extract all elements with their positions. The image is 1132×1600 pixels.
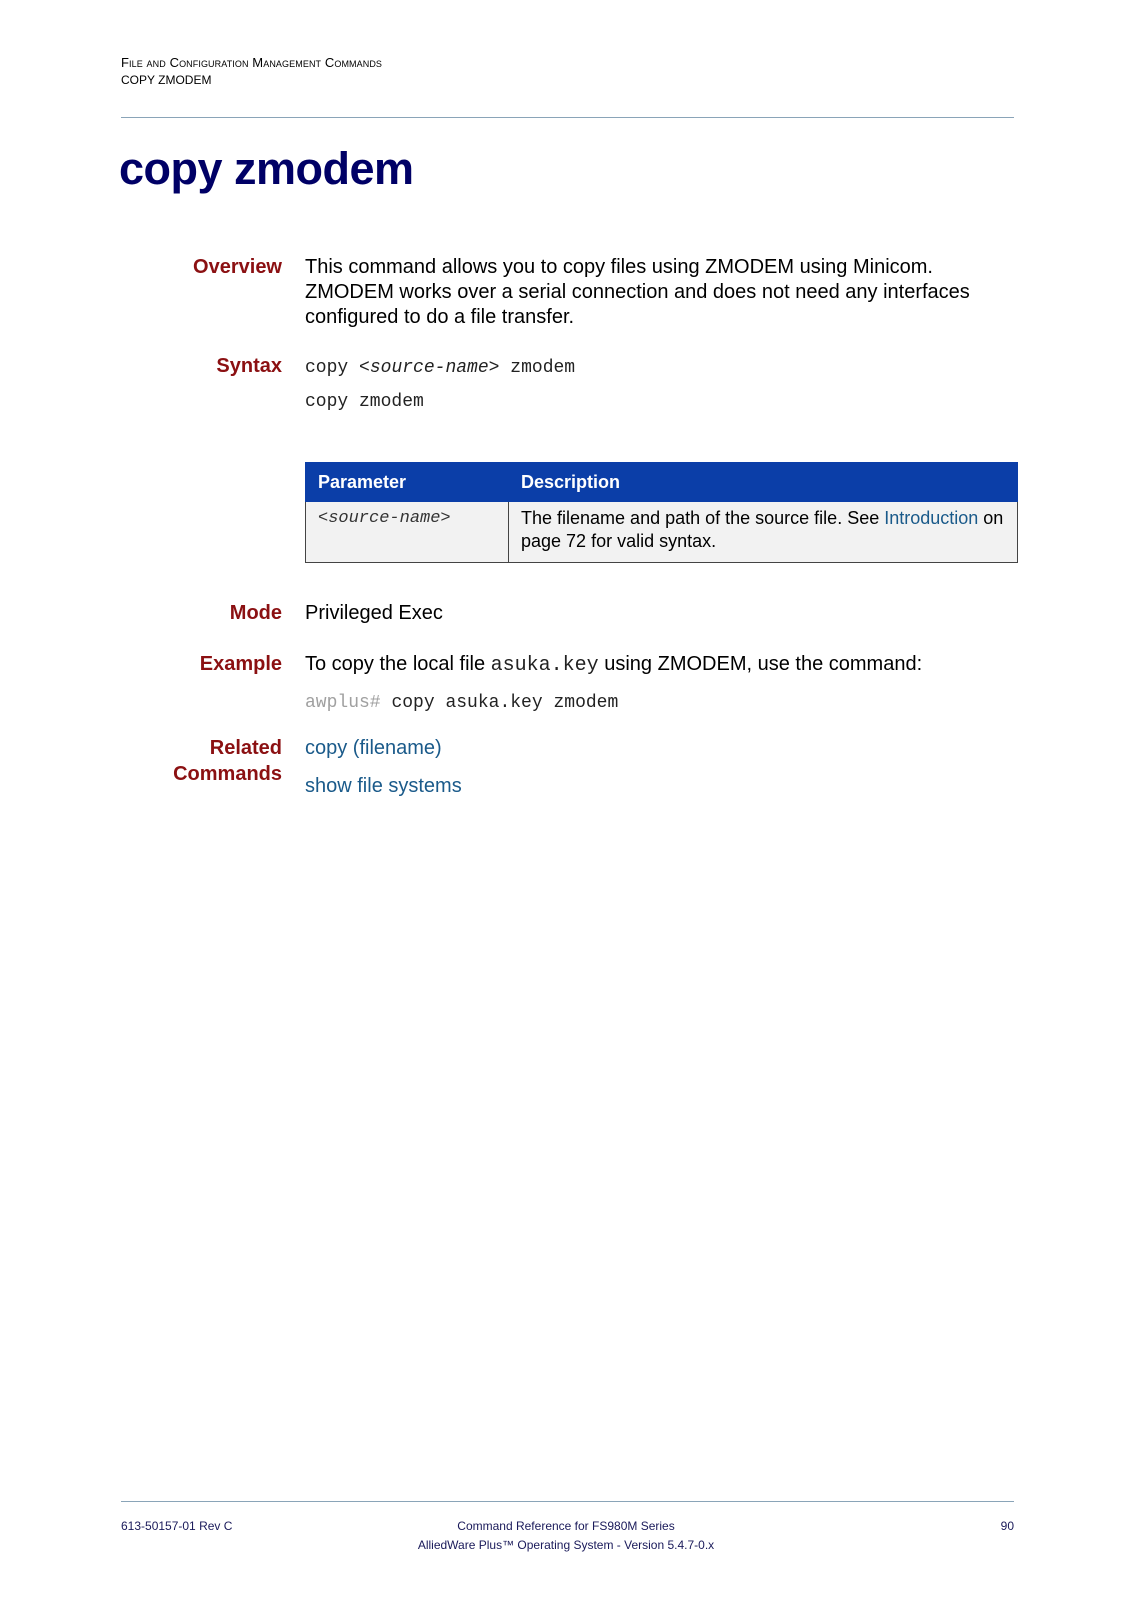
param-desc-after: on page 72 for valid syntax.	[521, 508, 1004, 551]
header-divider	[121, 117, 1014, 118]
related-link-1-wrap	[305, 736, 1020, 761]
example-text	[305, 652, 1020, 678]
example-label: Example	[199, 653, 282, 675]
footer-divider	[121, 1501, 1014, 1502]
table-header-row	[306, 463, 1018, 502]
table-header-parameter: Parameter	[306, 463, 509, 502]
mode-label: Mode	[229, 602, 282, 624]
table-row	[306, 502, 1018, 563]
header-section-title: File and Configuration Management Commands	[121, 55, 383, 70]
header-subsection: COPY ZMODEM	[121, 73, 212, 87]
footer-center-line1: Command Reference for FS980M Series	[457, 1519, 675, 1533]
syntax-param: source-name	[369, 358, 489, 378]
parameter-table	[305, 462, 1018, 563]
param-desc-cell	[509, 502, 1018, 563]
related-link-2-wrap	[305, 774, 1020, 799]
related-label-line1: Related	[209, 737, 282, 759]
related-label-line2: Commands	[173, 763, 282, 785]
cli-prompt: awplus#	[305, 693, 381, 713]
footer-center-line2: AlliedWare Plus™ Operating System - Version 5.4.7-0.x	[417, 1538, 715, 1552]
footer-page-number: 90	[1000, 1519, 1014, 1533]
syntax-param-open: <	[359, 358, 370, 378]
param-desc-before: The filename and path of the source file. See	[521, 508, 885, 528]
syntax-cmd: copy	[305, 358, 349, 378]
syntax-line-1	[305, 356, 1020, 380]
running-header	[121, 54, 1021, 88]
related-link-show-file-systems[interactable]: show file systems	[305, 775, 462, 797]
introduction-link[interactable]: Introduction	[884, 508, 979, 528]
syntax-line-2: copy zmodem	[305, 392, 424, 412]
cli-command: copy asuka.key zmodem	[391, 693, 619, 713]
example-command-line	[305, 691, 1020, 715]
mode-text: Privileged Exec	[305, 602, 443, 624]
example-text-before: To copy the local file	[305, 653, 491, 675]
page-title: copy zmodem	[119, 143, 414, 194]
syntax-tail: zmodem	[510, 358, 576, 378]
footer-doc-id: 613-50157-01 Rev C	[121, 1519, 233, 1533]
table-header-description: Description	[509, 463, 1018, 502]
related-link-copy-filename[interactable]: copy (filename)	[305, 737, 442, 759]
overview-label: Overview	[193, 256, 282, 278]
example-text-after: using ZMODEM, use the command:	[598, 653, 923, 675]
overview-text: This command allows you to copy files using ZMODEM using Minicom. ZMODEM works over a serial connection and does not need any interfaces configured to do a file transfer.	[305, 256, 970, 328]
param-name-cell: <source-name>	[306, 502, 509, 563]
example-file: asuka.key	[490, 654, 599, 677]
syntax-param-close: >	[488, 358, 500, 378]
syntax-label: Syntax	[216, 355, 282, 377]
